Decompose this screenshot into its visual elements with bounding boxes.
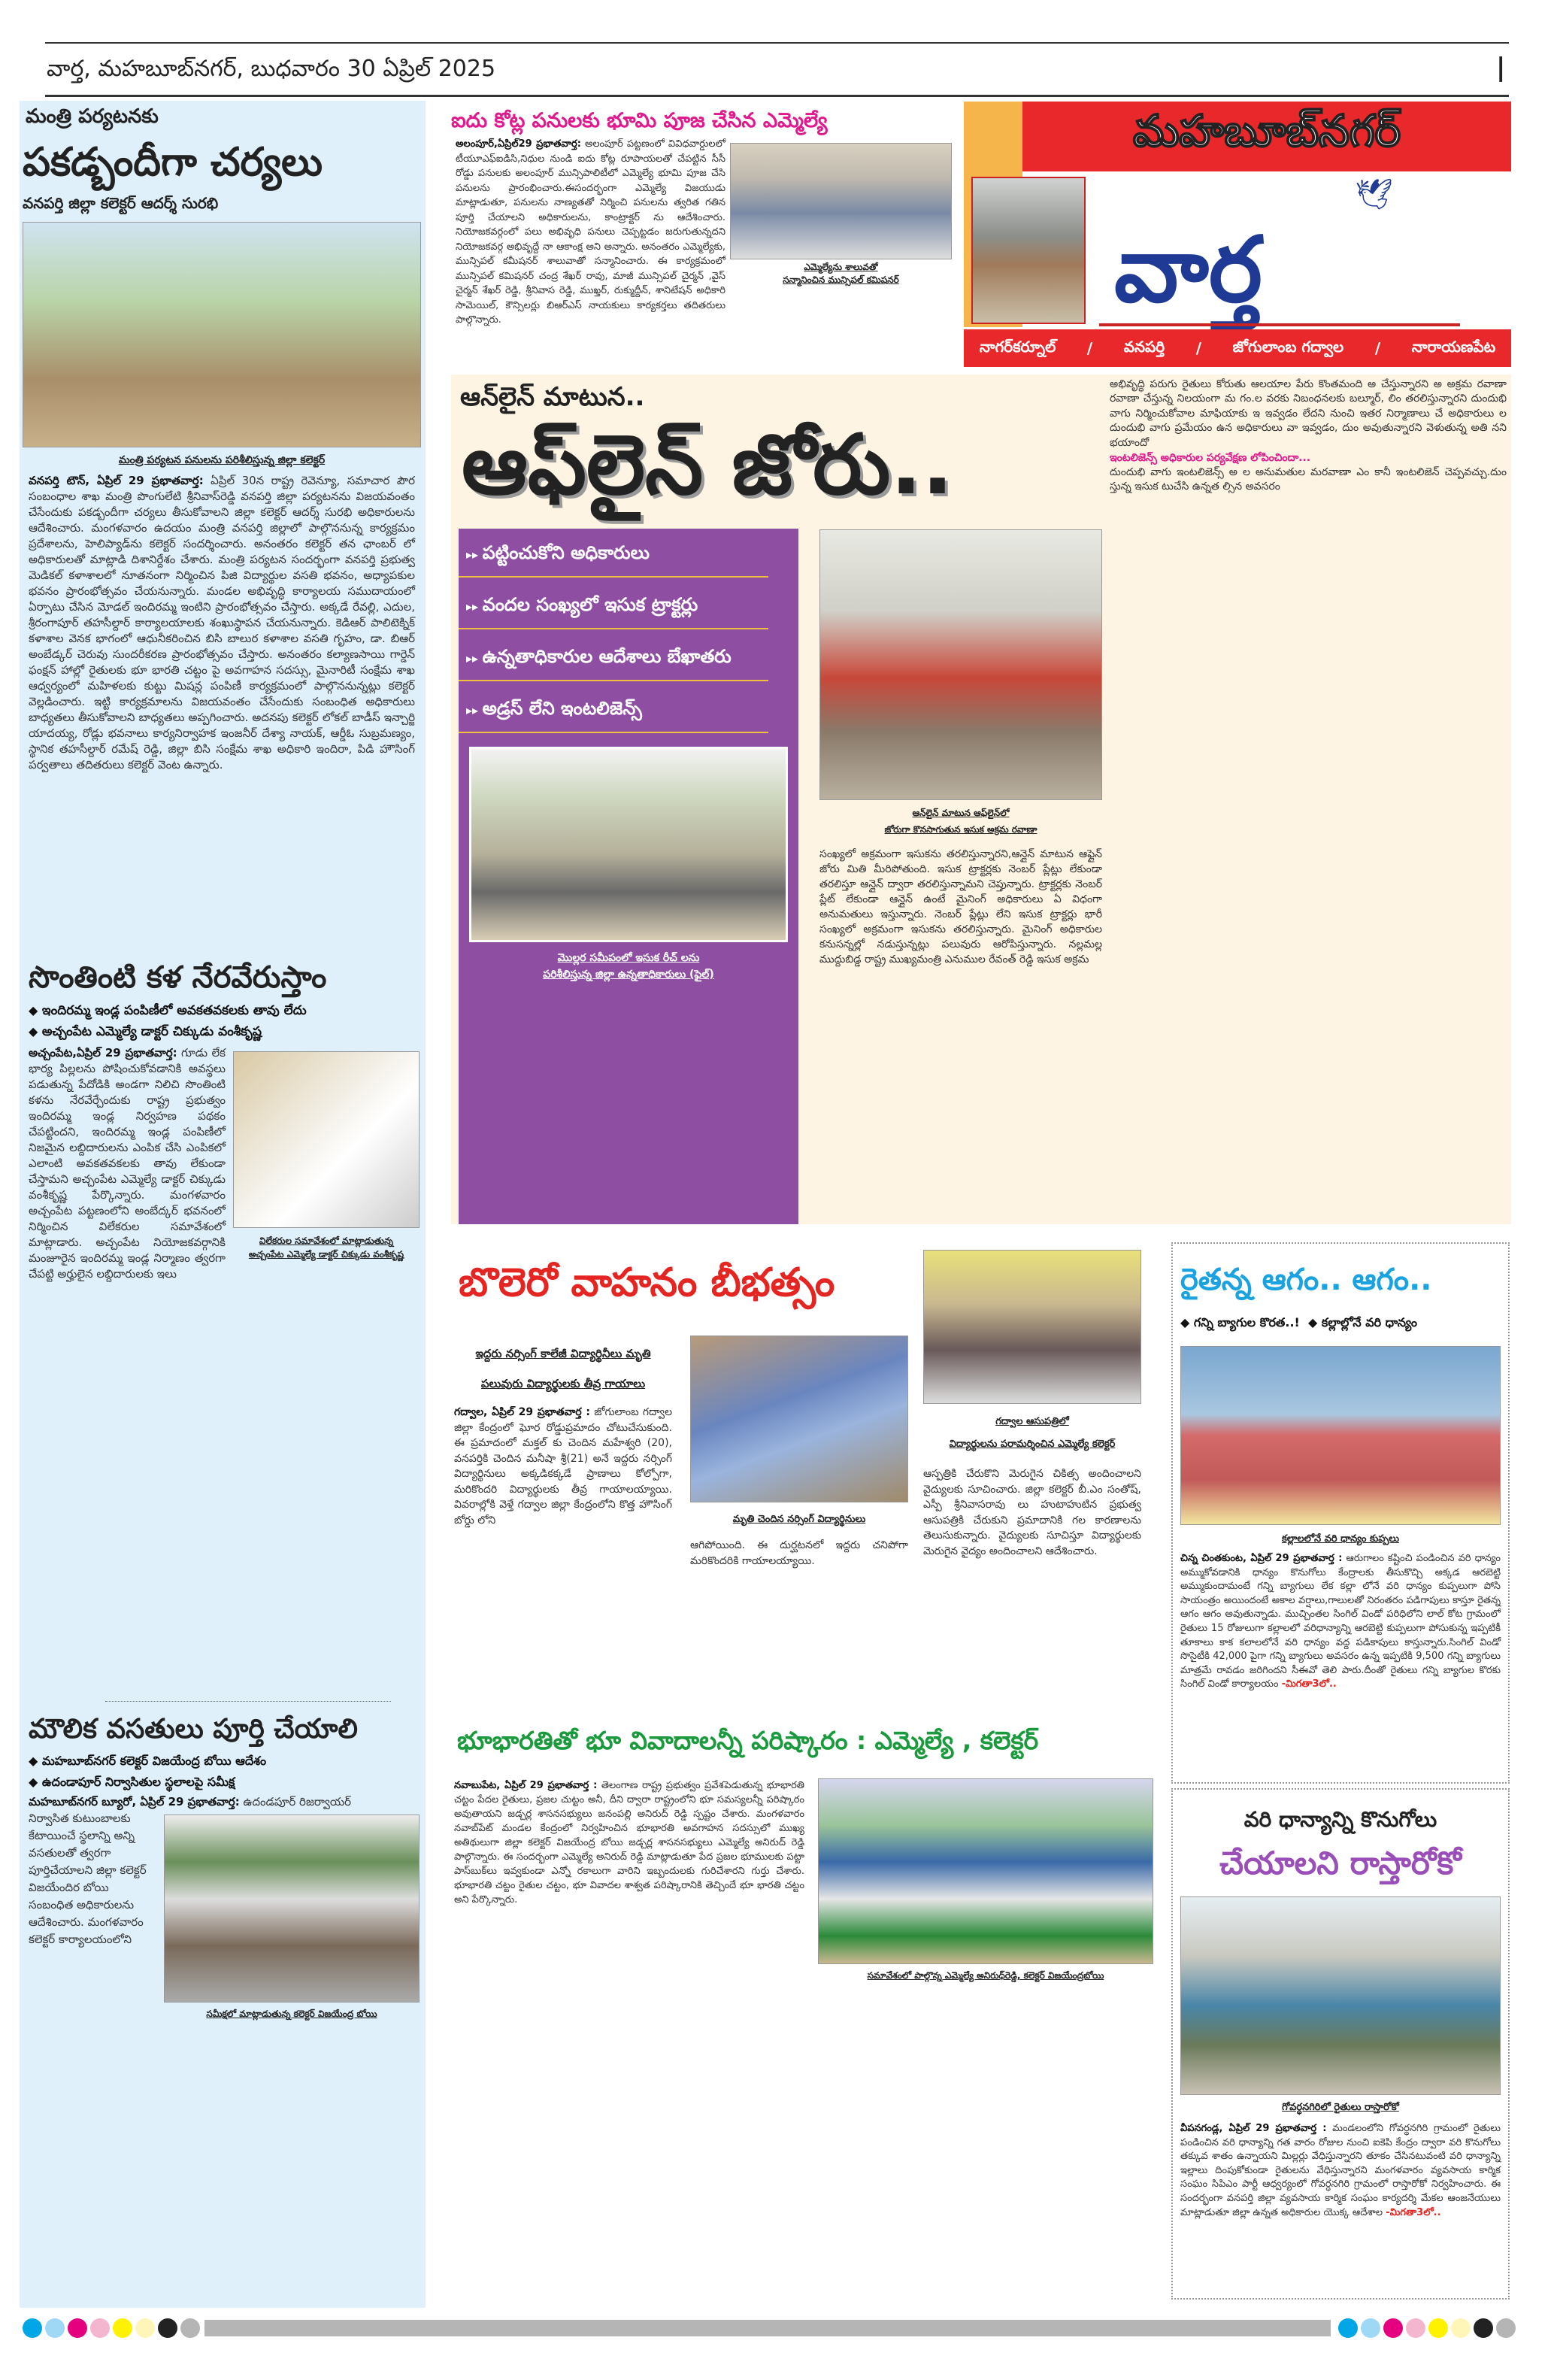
photo-caption: అచ్చంపేట ఎమ్మెల్యే డాక్టర్ చిక్కుడు వంశీకృష్ణ [248,1249,404,1260]
district-label: జోగులాంబ గద్వాల [1232,337,1344,356]
bolero-article [451,1233,1158,1699]
registration-dot [1451,2318,1471,2338]
byline: వనపర్తి జిల్లా కలెక్టర్ ఆదర్శ్ సురభి [23,194,219,212]
hospital-visit-photo [923,1250,1141,1404]
registration-dot [1406,2318,1425,2338]
photo-caption: జోరుగా కొనసాగుతున ఇసుక అక్రమ రవాణా [884,824,1038,835]
dam-photo [971,177,1086,324]
registration-dot [180,2318,200,2338]
bullet: ◆ మహబూబ్‌నగర్ కలెక్టర్ విజయేంద్ర బోయి ఆదేశం [29,1751,420,1772]
registration-dot [1474,2318,1493,2338]
registration-dot [90,2318,110,2338]
photo-caption: మృతి చెందిన నర్సింగ్ విద్యార్థినులు [732,1514,866,1525]
photo-caption: ఎమ్మెల్యేను శాలువతో [804,262,878,272]
meeting-stage-photo [818,1778,1153,1964]
minister-article [23,105,421,773]
continued-link[interactable]: -మిగతా3లో.. [1281,1678,1337,1690]
headline: ఆఫ్‌లైన్ జోరు.. [462,417,953,513]
photo-caption: విలేకరుల సమావేశంలో మాట్లాడుతున్న [259,1235,394,1246]
bullet: ◆ ఉదండాపూర్ నిర్వాసితుల స్థలాలపై సమీక్ష [29,1772,420,1793]
photo-caption: సన్మానించిన మున్సిపల్ కమిషనర్ [783,274,899,285]
moulika-article [29,1708,420,2019]
body-text: దుందుభి వాగు ఇంటలిజెన్స్ అ ల అనుమతుల మరవాణా ఎం కానీ ఇంటలిజెన్ చెప్పవచ్చు.దుం స్తున్న ఇసుక టుచేసి ఉన్నత ల్సిన అవసరం [1110,466,1507,493]
bullet: ◆ ఇందిరమ్మ ఇండ్ల పంపిణీలో అవకతవకలకు తావు లేదు [29,1000,420,1021]
dateline: అలంపూర్,ఏప్రిల్29 ప్రభాతవార్త: [456,138,581,150]
dateline: మహబూబ్‌నగర్ బ్యూరో, ఏప్రిల్ 29 ప్రభాతవార్త: [29,1795,240,1808]
felicitation-photo [730,143,952,259]
headline: మౌలిక వసతులు పూర్తి చేయాలి [29,1714,358,1745]
region-title: మహబూబ్‌నగర్ [1133,105,1401,156]
headline: రైతన్న ఆగం.. ఆగం.. [1180,1263,1432,1297]
dateline: గద్వాల, ఏప్రిల్ 29 ప్రభాతవార్త : [454,1406,590,1418]
photo-caption: ఆన్‌లైన్ మాటున ఆఫ్‌లైన్‌లో [912,808,1010,818]
body-text: తెలంగాణ రాష్ట్ర ప్రభుత్వం ప్రవేశపెడుతున్న భూభారతి చట్టం పేదల రైతులు, ప్రజల చుట్టం అనీ, దీని ద్వారా రాష్ట్రంలోని భూ సమస్యలన్నీ పరిష్కారం అవుతాయని జడ్చర్ల శాసనసభ్యులు జనంపల్లి అనిరుద్ రెడ్డి స్పష్టం చేశారు. మంగళవారం నవాబ్‌పేట్ మండల కేంద్రంలో నిర్వహించిన భూభారతి అవగాహన సదస్సులో ముఖ్య అతిథులుగా జిల్లా కలెక్టర్ విజయేంద్ర బోయి జడ్చర్ల శాసనసభ్యులు ఎమ్మెల్యే అనిరుద్ రెడ్డి పాల్గొన్నారు. ఈ సందర్భంగా ఎమ్మెల్యే అనిరుద్ రెడ్డి మాట్లాడుతూ పేద ప్రజల భూములకు పట్టా పాస్‌బుక్‌లు ఇవ్వకుండా ఎన్నో రకాలుగా వారిని ఇబ్బందులకు గురిచేశారని గుర్తు చేశారు. భూభారతి చట్టం రైతుల చట్టం, భూ వివాదల శాశ్వత పరిష్కారానికి తెచ్చిందే భూ భారతి చట్టం అని పేర్కొన్నారు. [454,1780,804,1906]
body-text: ఆగిపోయింది. ఈ దుర్ఘటనలో ఇద్దరు చనిపోగా మరికొందరికి గాయాలయ్యాయి. [690,1539,908,1567]
registration-dot [1338,2318,1358,2338]
registration-bar [20,2318,1516,2339]
body-text: మండలంలోని గోవర్ధనగిరి గ్రామంలో రైతులు పండించిన వరి ధాన్యాన్ని గత వారం రోజుల నుంచి ఐకెపి కేంద్రం ద్వారా వరి కొనుగోలు తక్కువ శాతం ఉన్నాయని మిల్లర్లు వేధిస్తున్నారని తూకం చేసినటువంటి వరి ధాన్యాన్ని ఇల్లాలు దింపుకోకుండా రైతులను వేధిస్తున్నారని మంగళవారం వ్యవసాయ కార్మిక సంఘం సిపిఎం పార్టీ ఆధ్వర్యంలో గోవర్ధనగిరి గ్రామంలో రాస్తారోకో నిర్వహించారు. ఈ సందర్భంగా వనపర్తి జిల్లా వ్యవసాయ కార్మిక సంఘం కార్యదర్శి మేకల ఆంజనేయులు మాట్లాడుతూ జిల్లా ఉన్నత అధికారుల యొక్క ఆదేశాల [1180,2123,1501,2218]
article-body [1180,2122,1501,2220]
headline: బొలెరో వాహనం బీభత్సం [459,1260,835,1305]
registration-dot [68,2318,87,2338]
photo-caption: సమావేశంలో పాల్గొన్న ఎమ్మెల్యే అనిరుధ్‌రెడ్డి, కలెక్టర్ విజయేంద్రబోయి [867,1970,1104,1981]
photo-caption: విద్యార్థులను పరామర్శించిన ఎమ్మెల్యే కలెక్టర్ [949,1439,1116,1450]
subhead: ఇంటలిజెన్స్ అధికారుల పర్యవేక్షణ లోపించిందా... [1110,452,1311,465]
highlight-item: ▸▸ అడ్రస్ లేని ఇంటలిజెన్స్ [459,687,768,733]
kicker: ఆన్‌లైన్ మాటున.. [460,382,645,412]
registration-dot [135,2318,155,2338]
district-label: నారాయణపేట [1411,337,1496,356]
article-body [451,1778,804,1907]
region-banner [1022,102,1511,171]
photo-caption: పరిశీలిస్తున్న జిల్లా ఉన్నతాధికారులు (ఫైల్) [543,969,714,981]
registration-dot [1361,2318,1380,2338]
registration-dot [1428,2318,1448,2338]
article-body [23,473,421,773]
registration-dot [45,2318,65,2338]
continued-link[interactable]: -మిగతా3లో.. [1386,2206,1441,2218]
rythanna-article [1171,1242,1510,1784]
kicker: మంత్రి పర్యటనకు [26,105,159,128]
review-meeting-photo [164,1815,420,2003]
sontinti-article [29,955,420,1684]
photo-caption: గద్వాల ఆసుపత్రిలో [995,1416,1069,1427]
page-marker: | [1496,53,1506,83]
lead-text: ఉదండపూర్ రిజర్వాయర్ [243,1795,352,1808]
article-body: సంఖ్యలో అక్రమంగా ఇసుకను తరలిస్తున్నారని,ఆన్లైన్ మాటున ఆఫ్లైన్ జోరు మితి మీరిపోతుంది. ఇసుక ట్రాక్టర్లకు నెంబర్ ప్లేట్లు లేకుండా తరలిస్తూ ఆన్లైన్ ద్వారా తరలిస్తున్నామని చెప్తున్నారు. ట్రాక్టర్లకు నెంబర్ ప్లేట్ లేకుండా ఆన్లైన్ ఉంటే మైనింగ్ అధికారులు ఏ విధంగా అనుమతులు ఇస్తున్నారు. నెంబర్ ప్లేట్లు లేని ఇసుక ట్రాక్టర్లు భారీ సంఖ్యలో అక్రమంగా ఇసుకను తరలిస్తున్నారు. మైనింగ్ అధికారుల కనుసన్నల్లో నడుస్తున్నట్లు పలువురు ఆరోపిస్తున్నారు. నల్లమల్ల ముద్దుబిడ్డ రాష్ట్ర ముఖ్యమంత్రి ఎనుముల రేవంత్ రెడ్డి ఇసుక అక్రమ [819,848,1102,966]
dateline: చిన్న చింతకుంట, ఏప్రిల్ 29 ప్రభాతవార్త : [1180,1553,1343,1564]
dateline: నవాబుపేట, ఏప్రిల్ 29 ప్రభాతవార్త : [454,1780,598,1791]
district-label: నాగర్‌కర్నూల్ [979,337,1056,356]
headline: చేయాలని రాస్తారోకో [1219,1845,1462,1881]
online-feature [451,374,1511,1224]
highlight-item: ▸▸ ఉన్నతాధికారుల ఆదేశాలు బేఖాతరు [459,635,768,681]
registration-dot [23,2318,42,2338]
article-body: నిర్వాసిత కుటుంబాలకు కేటాయించే స్థలాన్ని అన్ని వసతులతో త్వరగా పూర్తిచేయాలని జిల్లా కలెక్టర్ విజయేందిర బోయి సంబంధిత అధికారులను ఆదేశించారు. మంగళవారం కలెక్టర్ కార్యాలయంలోని [29,1812,147,1946]
mla-photo [233,1051,420,1228]
headline: భూభారతితో భూ వివాదాలన్నీ పరిష్కారం : ఎమ్మెల్యే , కలెక్టర్ [457,1726,1039,1755]
body-text: అలంపూర్ పట్టణంలో వివిధవార్డులలో టీయూఎఫ్ఐడిసి,నిధుల నుండి ఐదు కోట్ల రూపాయలతో చేపట్టిన సీసీ రోడ్డు పనులకు అలంపూర్ మున్సిపాలిటీలో ఎమ్మెల్యే భూమి పూజ చేసి పనులను ప్రారంభించారు.ఈసందర్భంగా ఎమ్మెల్యే విజయుడు మాట్లాడుతూ, పనులను నాణ్యతతో నిర్మించి పనులను త్వరిత గతిన పూర్తి చేయాలని అధికారులను, కాంట్రాక్టర్ ను ఆదేశించారు. నియోజకవర్గంలో పలు అభివృధి పనులు చెప్పట్టడం జరుగుతున్నదని నియోజకవర్గ అభివృద్దే నా ఆకాంక్ష అని అన్నారు. అనంతరం ఎమ్మెల్యేకు, మున్సిపల్ కమీషనర్ శాలువాతో సన్మానించారు. ఈ కార్యక్రమంలో మున్సిపల్ కమిషనర్ చంద్ర శేఖర్ రావు, మాజీ మున్సిపల్ చైర్మన్ ,వైస్ చైర్మన్ శేఖర్ రెడ్డి, శ్రీనివాస రెడ్డి, ముఖ్తర్, రుక్ముద్దీన్, శానిటేషన్ అధికారి సామెయిల్, కౌన్సిలర్లు బిఆర్ఎస్ నాయకులు కార్యకర్తలు తదితరులు పాల్గొన్నారు. [456,138,726,326]
dateline: వీపనగండ్ల, ఏప్రిల్ 29 ప్రభాతవార్త : [1180,2123,1327,2134]
article-body [454,1405,672,1653]
minister-photo [23,222,421,447]
five-crore-article [451,105,955,328]
body-text: అభివృద్ధి పరుగు రైతులు కోరుతు ఆలయాల పేరు కొంతమంది అ చేస్తున్నారని అ అక్రమ రవాణా రవాణా చేస్తున్న నిలయంగా మ గం.ల వరకు నిబంధనలకు బల్మూర్, లిం తరలిస్తున్నారని దుందుభి వాగు నిర్మించుకోవాల మాఫియాకు ఇ ఇవ్వడం లేదని నుంచి ఇతర నిర్మాణాలు చే అధికారులు ల దుందుభి వాగు ప్రమేయం ఉన అధికారులు వా ఇవ్వడం, దుం అవుతున్నారని వెళుతున్న అతి నని భయాందో [1110,378,1507,449]
registration-dot [113,2318,132,2338]
photo-caption: గోవర్ధనగిరిలో రైతులు రాస్తారోకో [1282,2102,1399,2113]
dateline: అచ్చంపేట,ఏప్రిల్ 29 ప్రభాతవార్త: [29,1046,177,1060]
registration-dot [1383,2318,1403,2338]
headline: ఐదు కోట్ల పనులకు భూమి పూజ చేసిన ఎమ్మెల్యే [451,109,828,132]
photo-caption: కల్లాలలోనే వరి ధాన్యం కుప్పలు [1282,1533,1399,1545]
bullet: ◆ గన్ని బ్యాగుల కొరత..! [1180,1315,1300,1329]
highlight-item: ▸▸ వందల సంఖ్యలో ఇసుక ట్రాక్టర్లు [459,584,768,629]
dateline: వనపర్తి టౌన్, ఏప్రిల్ 29 ప్రభాతవార్త: [29,474,204,487]
dove-icon: 🕊 [1355,177,1393,212]
district-strip: నాగర్‌కర్నూల్ / వనపర్తి / జోగులాంబ గద్వాల / నారాయణపేట [964,329,1511,367]
body-text: ఆరుగాలం కష్టించి పండించిన వరి ధాన్యం అమ్ముకోవడానికి ధాన్యం కొనుగోలు కేంద్రాలకు తీసుకొచ్చి అక్కడ ఆరబెట్టి అమ్ముకుందామంటే గన్ని బ్యాగులు లేక కల్లా లోనే వరి ధాన్యం కుప్పలుగా పోసి సాయంత్రం అయిందంటే అకాల వర్షాలు,గాలులతో నిరంతరం పడిగాపులు కాస్తూ రైతన్న ఆగం ఆగం అవుతున్నాడు. ముచ్చింతల సింగిల్ విండో పరిధిలోని లాల్ కోట గ్రామంలో రైతులు 15 రోజులుగా కల్లాలలో వరిధాన్యాన్ని ఆరబెట్టి కుప్పలుగా పోసుకున్న ఇప్పటికీ తూకాలు కాక కలాలలోనే వరి ధాన్యం వద్ద పడికాపులు కాస్తున్నారు.సింగిల్ విండో సొసైటీకి 42,000 పైగా గన్ని బ్యాగులు అవసరం ఉన్న ఇప్పటికి 9,500 గన్ని బ్యాగులు మాత్రమే రావడం జరిగిందని సీఈవో తెలి పారు.దీంతో రైతులు గన్ని బ్యాగుల కొరకు సింగిల్ విండో కార్యాలయం [1180,1553,1501,1690]
paddy-heaps-photo [1180,1346,1501,1525]
page-dateline: వార్త, మహబూబ్‌నగర్, బుధవారం 30 ఏప్రిల్ 2025 [47,56,496,82]
registration-dot [1496,2318,1516,2338]
registration-dot [158,2318,177,2338]
rasta-roko-photo [1180,1896,1501,2095]
masthead [964,102,1511,368]
subhead: ఇద్దరు నర్సింగ్ కాలేజీ విద్యార్థినీలు మృతి [475,1347,651,1360]
bhubharathi-article [451,1718,1158,1981]
headline: సొంతింటి కళ నేరవేరుస్తాం [29,960,327,995]
highlight-box [459,529,798,1224]
right-column [1110,377,1507,495]
kicker: వరి ధాన్యాన్ని కొనుగోలు [1244,1807,1437,1832]
sand-tractor-photo [819,529,1102,800]
headline: పకడ్బందీగా చర్యలు [23,140,323,185]
subhead: పలువురు విద్యార్థులకు తీవ్ర గాయాలు [480,1377,646,1390]
body-text: ఆస్పత్రికి చేరుకొని మెరుగైన చికిత్స అందించాలని వైద్యులకు సూచించారు. జిల్లా కలెక్టర్ బీ.ఎం సంతోష్, ఎస్పీ శ్రీనివాసరావు లు హుటాహుటిన ప్రభుత్వ ఆసుపత్రికి చేరుకుని ప్రమాదానికి గల కారణాలను తెలుసుకున్నారు. వైద్యులకు సూచిస్తూ విద్యార్థులకు మెరుగైన వైద్యం అందించాలని ఆదేశించారు. [923,1468,1141,1557]
body-text: ఏప్రిల్ 30న రాష్ట్ర రెవెన్యూ, సమాచార పౌర సంబంధాల శాఖ మంత్రి పొంగులేటి శ్రీనివాస్‌రెడ్డి వనపర్తి జిల్లా పర్యటనను విజయవంతం చేసేందుకు పకడ్బందీగా చర్యలు తీసుకోవాలని జిల్లా కలెక్టర్ ఆదర్శ్ సురభి అధికారులను ఆదేశించారు. మంగళవారం ఉదయం మంత్రి వనపర్తి జిల్లాలో పాల్గొననున్న కార్యక్రమం ప్రదేశాలను, హెలిప్యాడ్‌ను కలెక్టర్ సందర్శించారు. అనంతరం కలెక్టర్ తన ఛాంబర్ లో అధికారులతో మాట్లాడి దిశానిర్దేశం చేశారు. మంత్రి పర్యటన సందర్భంగా వనపర్తి ప్రభుత్వ మెడికల్ కళాశాలలో నూతనంగా నిర్మించిన పిజి విద్యార్థుల వసతి భవనం, అధ్యాపకుల భవనం ప్రారంభోత్సవం చేయనున్నారు. మండల అభివృద్ధి కార్యాలయ సముదాయంలో ఏర్పాటు చేసిన మోడల్ ఇందిరమ్మ ఇంటిని ప్రారంభోత్సవం చేస్తారు. అక్కడే రేవల్లి, ఎదుల, శ్రీరంగాపూర్ తహసీల్దార్ కార్యాలయాలకు శంఖుస్థాపన చేయనున్నారు. కెడిఆర్ పాలిటెక్నిక్ కళాశాల వెనక భాగంలో ఆధునీకరించిన బిసి బాలుర కళాశాల వసతి గృహం, డా. బిఆర్ అంబేడ్కర్ చెరువు సుందరీకరణ ప్రారంభోత్సవం చేస్తారు. అనంతరం కల్యాణసాయి గార్డెన్ ఫంక్షన్ హాల్లో రైతులకు భూ భారతి చట్టం పై అవగాహన సదస్సు, మైనారిటీ సంక్షేమ శాఖ ఆధ్వర్యంలో మహిళలకు కుట్టు మిషన్ల పంపిణీ కార్యక్రమంలో పాల్గొననున్నట్లు కలెక్టర్ వెల్లడించారు. ఇట్టి కార్యక్రమాలను విజయవంతం చేసేందుకు సంబంధిత అధికారులు బాధ్యతలు తీసుకోవాలని బాధ్యతలు అప్పగించారు. అదనపు కలెక్టర్ లోకల్ బాడీస్ ఇన్చార్జి యాదయ్య, రోడ్లు భవనాలు కార్యనిర్వాహక ఇంజనీర్ దేశ్యా నాయక్, ఆర్డీఓ సుబ్రమణ్యం, స్థానిక తహసీల్దార్ రమేష్ రెడ్డి, జిల్లా బిసి సంక్షేమ శాఖ అధికారి ఇందిరా, పిడి హౌసింగ్ పర్వతాలు తదితరులు కలెక్టర్ వెంట ఉన్నారు. [29,474,415,772]
body-text: జోగులాంబ గద్వాల జిల్లా కేంద్రంలో ఘోర రోడ్డుప్రమాదం చోటుచేసుకుంది. ఈ ప్రమాదంలో మక్తల్ కు చెందిన మహేశ్వరి (20), వనపర్తికి చెందిన మనీషా శ్రీ(21) అనే ఇద్దరు నర్సింగ్ విద్యార్థినులు అక్కడికక్కడే ప్రాణాలు కోల్పోగా, మరికొందరి విద్యార్థులకు తీవ్ర గాయాలయ్యాయి. వివరాల్లోకి వెళ్తే గద్వాల జిల్లా కేంద్రంలోని కొత్త హౌసింగ్ బోర్డు లోని [454,1406,672,1527]
article-body [1180,1552,1501,1692]
brand-logo: వార్త [1114,218,1262,323]
divider [105,1701,391,1702]
sand-reach-inspection-photo [469,747,788,942]
bullet: ◆ కల్లాల్లోనే వరి ధాన్యం [1308,1315,1417,1329]
photo-caption: మొల్లర సమీపంలో ఇసుక రీచ్ లను [557,952,700,964]
highlight-item: ▸▸ పట్టించుకోని అధికారులు [459,532,768,578]
district-label: వనపర్తి [1123,337,1165,356]
photo-caption: మంత్రి పర్యటన పనులను పరిశీలిస్తున్న జిల్లా కలెక్టర్ [118,454,326,466]
vari-article [1171,1788,1510,2300]
body-text: గూడు లేక భార్య పిల్లలను పోషించుకోవడానికి అవస్థలు పడుతున్న పేదోడికి అండగా నిలిచి సొంతింటి కళను నేరవేర్చేందుకు రాష్ట్ర ప్రభుత్వం ఇందిరమ్మ ఇండ్ల నిర్వహణ పథకం చేపట్టిందని, ఇందిరమ్మ ఇండ్ల పంపిణీలో నిజమైన లబ్దిదారులను ఎంపిక చేసి ఎంపికలో ఎలాంటి అవకతవకలకు తావు లేకుండా చేస్తామని అచ్చంపేట ఎమ్మెల్యే డాక్టర్ చిక్కుడు వంశీకృష్ణ పేర్కొన్నారు. మంగళవారం అచ్చంపేట పట్టణంలోని అంబేద్కర్ భవనంలో నిర్మించిన విలేకరుల సమావేశంలో మాట్లాడారు. అచ్చంపేట నియోజకవర్గానికి మంజూరైన ఇందిరమ్మ ఇండ్ల నిర్మాణం త్వరగా చేపట్టి అర్హులైన లబ్దిదారులకు ఇలు [29,1046,226,1281]
accident-victims-photo [690,1336,908,1502]
photo-caption: సమీక్షలో మాట్లాడుతున్న కలెక్టర్ విజయేంద్ర బోయి [206,2009,377,2019]
bullet: ◆ అచ్చంపేట ఎమ్మెల్యే డాక్టర్ చిక్కుడు వంశీకృష్ణ [29,1021,420,1042]
